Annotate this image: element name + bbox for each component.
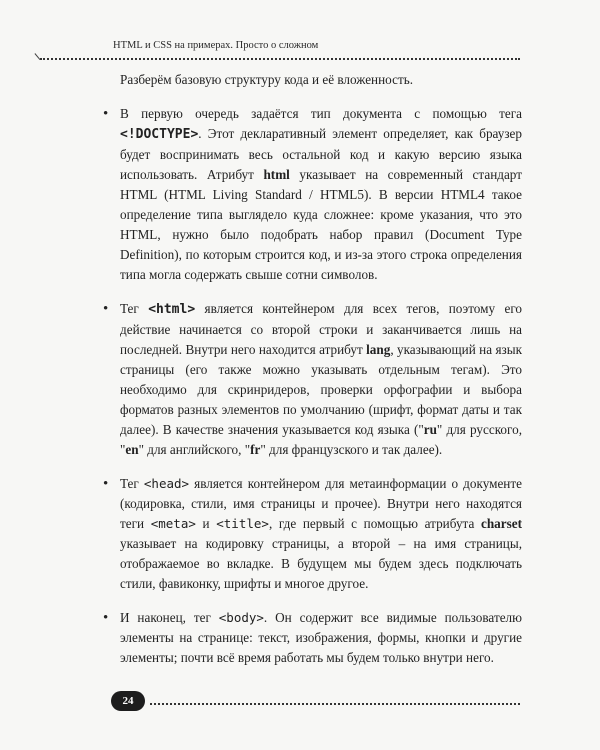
meta-tag-code: <meta> xyxy=(150,516,196,531)
text-fragment: является контейнером для всех тегов, поэтому его действие начинается со второй строки и заканчивается лишь на последней. Внутри него находится атрибут xyxy=(120,301,522,357)
text-fragment: Тег xyxy=(120,301,149,316)
text-fragment: , указывающий на язык страницы (его также можно указывать отдельным тегам). Это необходимо для скринридеров, проверки орфографии и выбора форматов разных элементов по умолчанию (шрифт, формат даты и так далее). В качестве значения указывается код языка (" xyxy=(120,342,522,437)
text-fragment: . Он содержит все видимые пользователю элементы на странице: текст, изображения, формы, кнопки и другие элементы; почти всё время работать мы будем только внутри него. xyxy=(120,610,522,665)
text-fragment: указывает на кодировку страницы, а второй – на имя страницы, отображаемое во вкладке. В будущем мы будем здесь подключать стили, фавиконку, шрифты и многое другое. xyxy=(120,536,522,591)
lang-attribute-term: lang xyxy=(366,342,391,357)
head-tag-code: <head> xyxy=(143,476,190,491)
bullet-doctype xyxy=(120,104,522,285)
text-fragment: И наконец, тег xyxy=(120,610,219,625)
text-fragment: " для английского, " xyxy=(138,442,251,457)
text-fragment: и xyxy=(195,516,217,531)
text-fragment: В первую очередь задаётся тип документа с помощью тега xyxy=(120,106,522,121)
lang-code-ru: ru xyxy=(423,422,437,437)
header-dotted-rule xyxy=(40,58,520,60)
lang-code-fr: fr xyxy=(250,442,261,457)
html-attribute-term: html xyxy=(263,167,290,182)
text-fragment: . Этот декларативный элемент определяет, как браузер будет воспринимать весь остальной код и какую версию языка использовать. Атрибут xyxy=(120,126,522,182)
html-tag-code: <html> xyxy=(148,302,196,317)
intro-paragraph: Разберём базовую структуру кода и её вложенность. xyxy=(120,72,414,87)
bullet-html-tag xyxy=(120,299,522,460)
bullet-head-tag xyxy=(120,474,522,594)
charset-attribute-term: charset xyxy=(480,516,522,531)
page-number-badge: 24 xyxy=(111,691,145,711)
bullet-body-tag xyxy=(120,608,522,668)
text-fragment: , где первый с помощью атрибута xyxy=(268,516,481,531)
lang-code-en: en xyxy=(125,442,139,457)
doctype-code: <!DOCTYPE> xyxy=(120,127,199,142)
running-header-title: HTML и CSS на примерах. Просто о сложном xyxy=(113,40,319,51)
body-tag-code: <body> xyxy=(218,610,264,625)
text-fragment: Тег xyxy=(120,476,144,491)
structure-bullet-list xyxy=(120,104,522,682)
title-tag-code: <title> xyxy=(216,516,269,531)
footer-dotted-rule xyxy=(150,703,520,705)
text-fragment: является контейнером для метаинформации о документе (кодировка, стили, имя страницы и прочее). Внутри него находятся теги xyxy=(120,476,522,531)
text-fragment: " для русского, " xyxy=(120,422,522,457)
text-fragment: " для французского и так далее). xyxy=(260,442,443,457)
text-fragment: указывает на современный стандарт HTML (HTML Living Standard / HTML5). В версии HTML4 такое определение типа выглядело куда сложнее: кроме указания, что это HTML, нужно было подобрать набор правил (Document Type Definition), по которым строится код, и из-за этого строка определения типа могла содержать свыше сотни символов. xyxy=(120,167,522,282)
